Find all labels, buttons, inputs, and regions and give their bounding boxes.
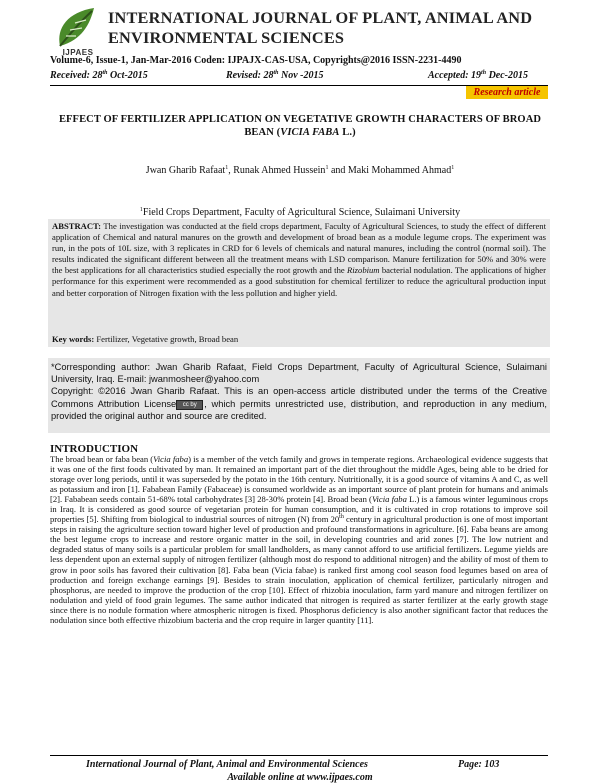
introduction-body: The broad bean or faba bean (Vicia faba) is a member of the vetch family and grows in temperate regions. Archaeological evidence suggests that it was one of the first foods cultivated by man. It remained an important part of the diet throughout the middle Ages, being able to be dried for storage over long periods, until it was superseded by the potato in the 16th century. Nutritionally, it is a good source of vitamins A and C, as well as potassium and iron [1]. Fababean Family (Fabaceae) is consumed worldwide as an important source of plant protein for humans and animals [2]. Fababean seeds contain 51-68% total carbohydrates [3] 28-30% protein [4]. Broad bean (Vicia faba L.) is a famous winter leguminous crops in Iraq. It is considered as good source of vegetarian protein for human consumption, and it is cultivated in crop rotations to improve soil properties [5]. Shifting from biological to industrial sources of nitrogen (N) from 20th century in agricultural production is one of most important steps in raising the agriculture section toward higher level of production and profound transformations in agriculture. [6]. Faba beans are among the best legume crops to increase and restore organic matter in the soil, in developing countries and arid zones [7]. The low nutrient and degraded status of many soils is a particular problem for small landholders, as many cannot afford to use artificial fertilizers. Legume yields are less dependent upon an external supply of nitrogen fertilizer (although most do respond to additional nitrogen) and the ability of most of them to grow in poor soils has favored their cultivation [8]. Faba bean (Vicia fabae) is ranked first among cool season food legumes based on area of production and foreign exchange earnings [9]. Besides to strain inoculation, application of chemical fertilizer, particularly nitrogen and phosphorus, are needed to improve the production of the crop [10]. Effect of rhizobia inoculation, farm yard manure and nitrogen fertilizer on nodulation and yield of food grain legumes. The same author indicated that nitrogen is required as starter fertilizer at the early growth stage since there is no nodule formation where atmospheric nitrogen is fixed. Phosphorus deficiency is also another significant factor that reduces the nodulation since both effective rhizobium bacteria and the crop require in larger quantity [11].: [50, 454, 548, 625]
corresponding-author: *Corresponding author: Jwan Gharib Rafaat, Field Crops Department, Faculty of Agricultural Science, Sulaimani University, Iraq. E-mail: jwanmosheer@yahoo.com: [51, 362, 547, 385]
section-heading-introduction: INTRODUCTION: [50, 443, 139, 455]
journal-title: INTERNATIONAL JOURNAL OF PLANT, ANIMAL AND ENVIRONMENTAL SCIENCES: [108, 8, 533, 47]
journal-logo: [50, 6, 102, 48]
cc-by-icon[interactable]: cc by: [176, 400, 203, 410]
footer-journal-name: International Journal of Plant, Animal and Environmental Sciences: [86, 759, 368, 770]
affiliation: $^1$Field Crops Department, Faculty of Agricultural Science, Sulaimani University: [139, 207, 461, 218]
received-date: Received: 28th Oct-2015: [50, 70, 148, 81]
logo-text: IJPAES: [62, 48, 94, 57]
accepted-date: Accepted: 19th Dec-2015: [428, 70, 528, 81]
abstract: ABSTRACT: The investigation was conducted at the field crops department, Faculty of Agricultural Sciences, to study the effect of different application of Chemical and natural manures on the growth and development of broad bean as a module legume crops. The experiment was run, in the pots of 10L size, with 3 replicates in CRD for 6 levels of chemicals and natural manures, including the control (normal soil). The results indicated the significant different between all the treatment means with LSD comparison. Manure fertilization for 50% and 30% were the best applications for all characteristics studied especially the root growth and the Rizobium bacterial nodulation. The applications of higher performance for this experiment were recommended as a good substitution for chemical fertilizer to reduce the agricultural production input and better corporation of Nitrogen fixation with the less pollution and higher yield.: [52, 221, 546, 298]
paper-title: EFFECT OF FERTILIZER APPLICATION ON VEGETATIVE GROWTH CHARACTERS OF BROAD BEAN (VICIA FABA L.): [58, 114, 542, 138]
revised-date: Revised: 28th Nov -2015: [226, 70, 324, 81]
volume-issue-line: Volume-6, Issue-1, Jan-Mar-2016 Coden: IJPAJX-CAS-USA, Copyrights@2016 ISSN-2231-4490: [50, 55, 462, 66]
author-list: Jwan Gharib Rafaat$^1$, Runak Ahmed Hussein$^1$ and Maki Mohammed Ahmad$^1$: [145, 165, 455, 176]
keywords: Key words: Fertilizer, Vegetative growth, Broad bean: [52, 334, 239, 344]
footer-website[interactable]: Available online at www.ijpaes.com: [227, 772, 373, 783]
correspondence: [51, 361, 547, 422]
dates-line: [50, 70, 548, 84]
footer-divider: [50, 755, 548, 756]
page-number: Page: 103: [458, 759, 500, 770]
article-type-badge: Research article: [466, 86, 548, 99]
copyright-notice: Copyright: ©2016 Jwan Gharib Rafaat. This is an open-access article distributed under the terms of the Creative Commons Attribution License cc by , which permits unrestricted use, distribution, and reproduction in any medium, provided the original author and source are credited.: [51, 386, 547, 421]
